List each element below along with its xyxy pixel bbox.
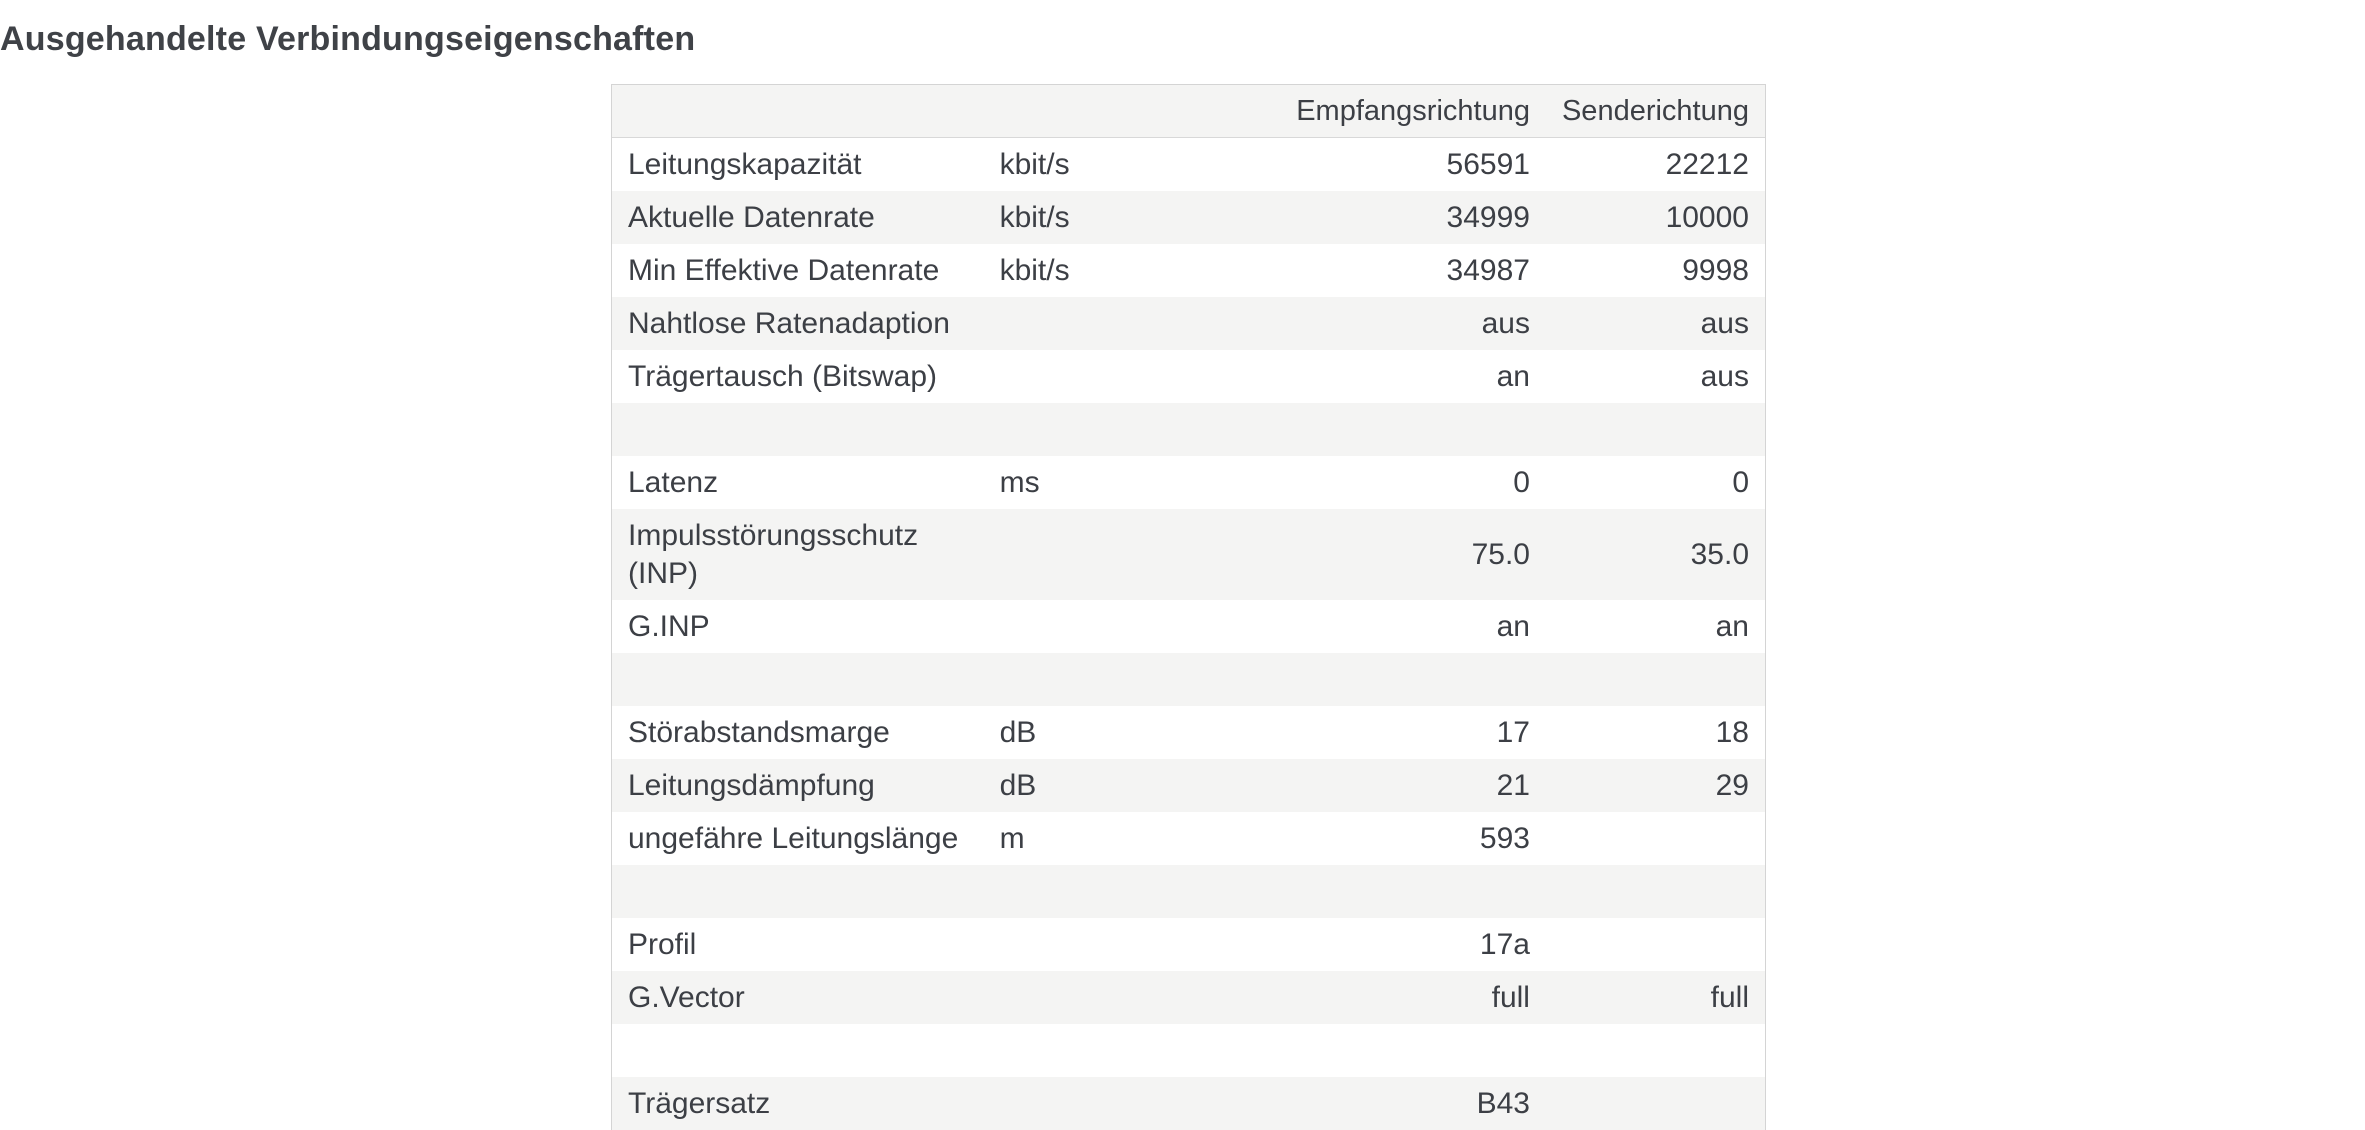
row-upstream-value (1546, 865, 1765, 918)
table-row (612, 350, 1765, 403)
row-unit: m (999, 821, 1025, 855)
table-header-row (612, 85, 1765, 138)
table-row (612, 509, 1765, 600)
row-upstream-value: aus (1700, 359, 1749, 393)
row-unit (984, 971, 1205, 1024)
row-upstream-value: 9998 (1682, 253, 1749, 287)
row-downstream-value: 0 (1513, 465, 1530, 499)
table-row (612, 971, 1765, 1024)
row-downstream-value: 34999 (1446, 200, 1530, 234)
header-label (612, 85, 984, 138)
row-label: Trägertausch (Bitswap) (628, 359, 937, 393)
header-upstream: Senderichtung (1546, 85, 1765, 138)
row-label: Leitungskapazität (628, 147, 862, 181)
row-unit (984, 1077, 1205, 1130)
row-upstream-value (1546, 812, 1765, 865)
row-unit (984, 600, 1205, 653)
row-unit: ms (999, 465, 1040, 499)
row-upstream-value: 35.0 (1690, 537, 1749, 571)
row-label: Profil (628, 927, 697, 961)
row-unit: dB (999, 715, 1037, 749)
row-label: Nahtlose Ratenadaption (628, 306, 950, 340)
table-row (612, 297, 1765, 350)
row-label: Störabstandsmarge (628, 715, 890, 749)
table-row (612, 1077, 1765, 1130)
row-downstream-value: 21 (1496, 768, 1530, 802)
row-unit: dB (999, 768, 1037, 802)
row-label: ungefähre Leitungslänge (628, 821, 959, 855)
row-unit: kbit/s (999, 253, 1070, 287)
row-unit (984, 403, 1205, 456)
table-spacer-row (612, 1024, 1765, 1077)
row-label: Aktuelle Datenrate (628, 200, 875, 234)
table-spacer-row (612, 653, 1765, 706)
header-downstream: Empfangsrichtung (1205, 85, 1546, 138)
row-label: Trägersatz (628, 1086, 771, 1120)
row-upstream-value (1546, 403, 1765, 456)
row-upstream-value: 0 (1732, 465, 1749, 499)
row-label: Leitungsdämpfung (628, 768, 875, 802)
row-downstream-value (1205, 865, 1546, 918)
row-downstream-value: B43 (1476, 1086, 1530, 1120)
row-label: Min Effektive Datenrate (628, 253, 940, 287)
row-unit (984, 865, 1205, 918)
row-upstream-value: aus (1700, 306, 1749, 340)
row-unit (984, 1024, 1205, 1077)
row-label (612, 865, 984, 918)
row-label (612, 653, 984, 706)
table-row (612, 456, 1765, 509)
row-downstream-value: an (1496, 609, 1530, 643)
row-downstream-value: 75.0 (1471, 537, 1530, 571)
row-upstream-value: 18 (1715, 715, 1749, 749)
row-unit (984, 509, 1205, 600)
row-label: Impulsstörungsschutz (INP) (628, 518, 919, 590)
row-upstream-value (1546, 918, 1765, 971)
table-row (612, 191, 1765, 244)
row-upstream-value (1546, 1024, 1765, 1077)
row-downstream-value: 17a (1479, 927, 1530, 961)
table-row (612, 600, 1765, 653)
row-unit: kbit/s (999, 147, 1070, 181)
header-unit (984, 85, 1205, 138)
row-downstream-value (1205, 653, 1546, 706)
connection-properties-table (611, 84, 1766, 1130)
row-downstream-value: 56591 (1446, 147, 1530, 181)
row-upstream-value: 29 (1715, 768, 1749, 802)
row-downstream-value: full (1491, 980, 1530, 1014)
row-downstream-value: 34987 (1446, 253, 1530, 287)
row-upstream-value: an (1715, 609, 1749, 643)
table-row (612, 918, 1765, 971)
section-title: Ausgehandelte Verbindungseigenschaften (0, 20, 696, 58)
table-row (612, 138, 1765, 191)
table-row (612, 706, 1765, 759)
row-downstream-value: an (1496, 359, 1530, 393)
table-row (612, 244, 1765, 297)
row-downstream-value: 17 (1496, 715, 1530, 749)
row-label (612, 1024, 984, 1077)
row-unit (984, 297, 1205, 350)
row-upstream-value (1546, 653, 1765, 706)
row-unit: kbit/s (999, 200, 1070, 234)
row-unit (984, 350, 1205, 403)
row-upstream-value (1546, 1077, 1765, 1130)
row-upstream-value: 10000 (1665, 200, 1749, 234)
table-spacer-row (612, 403, 1765, 456)
row-label: G.Vector (628, 980, 745, 1014)
row-upstream-value: 22212 (1665, 147, 1749, 181)
table-row (612, 812, 1765, 865)
row-downstream-value (1205, 1024, 1546, 1077)
row-label: Latenz (628, 465, 719, 499)
table-row (612, 759, 1765, 812)
row-unit (984, 918, 1205, 971)
table-spacer-row (612, 865, 1765, 918)
row-label: G.INP (628, 609, 710, 643)
row-downstream-value: aus (1481, 306, 1530, 340)
row-label (612, 403, 984, 456)
row-upstream-value: full (1710, 980, 1749, 1014)
row-unit (984, 653, 1205, 706)
row-downstream-value (1205, 403, 1546, 456)
row-downstream-value: 593 (1479, 821, 1530, 855)
